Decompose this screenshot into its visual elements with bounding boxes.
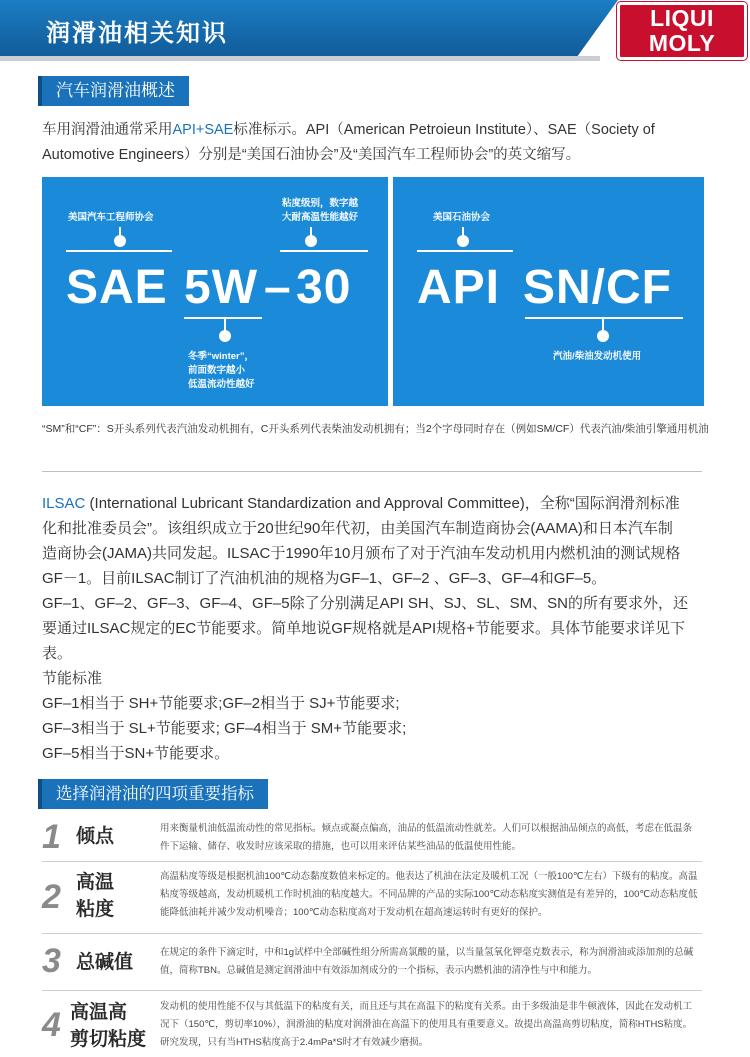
sae-org-label: 美国汽车工程师协会 bbox=[68, 212, 154, 223]
num-overline bbox=[280, 250, 368, 252]
section-header-overview bbox=[42, 76, 189, 106]
intro-seg-highlight: API+SAE bbox=[172, 122, 234, 138]
connector-line bbox=[224, 319, 226, 331]
section-title: 选择润滑油的四项重要指标 bbox=[56, 785, 254, 803]
indicator-description: 用来衡量机油低温流动性的常见指标。倾点或凝点偏高，油品的低温流动性就差。人们可以根据油品倾点的高低，考虑在低温条件下运输、储存、收发时应该采取的措施，也可以用来评估某些油品的低温使用性能。 bbox=[160, 823, 693, 852]
indicator-name: 高温 bbox=[76, 872, 115, 893]
sae-underline bbox=[66, 250, 172, 252]
grade-underline bbox=[184, 317, 262, 319]
indicator-number: 2 bbox=[42, 878, 61, 916]
indicator-description: 高温粘度等级是根据机油100℃动态黏度数值来标定的。他表达了机油在法定及暖机工况（一般100℃左右）下级有的粘度。高温粘度等级越高，发动机暖机工作时机油的粘度越大。不同品牌的产品的实际100℃动态粘度实测值是有差异的，100℃动态粘度低能降低油耗并减少发动机噪音；100℃动态粘度高对于发动机在超高速运转时有更好的保护。 bbox=[160, 871, 698, 918]
winter-label-3: 低温流动性越好 bbox=[188, 379, 255, 390]
indicator-name: 高温高 bbox=[70, 1002, 128, 1023]
number-text: 30 bbox=[296, 261, 352, 314]
api-grade-text: SN/CF bbox=[523, 261, 672, 314]
ilsac-line: 化和批准委员会”。该组织成立于20世纪90年代初，由美国汽车制造商协会(AAMA)和日本汽车制 bbox=[42, 520, 673, 537]
marker-dot bbox=[114, 235, 126, 247]
row-divider bbox=[42, 933, 702, 934]
indicator-name: 倾点 bbox=[76, 826, 115, 847]
indicator-number: 1 bbox=[42, 818, 61, 856]
indicator-row bbox=[42, 936, 702, 986]
marker-dot bbox=[305, 235, 317, 247]
winter-label-1: 冬季“winter”， bbox=[188, 351, 254, 362]
ilsac-line: GF－1。目前ILSAC制订了汽油机油的规格为GF–1、GF–2 、GF–3、GF–4和GF–5。 bbox=[42, 570, 607, 587]
sae-info-box bbox=[42, 177, 388, 406]
ilsac-line: 表。 bbox=[42, 645, 73, 662]
sae-text: SAE bbox=[66, 261, 168, 314]
indicator-row bbox=[42, 816, 702, 862]
indicator-row bbox=[42, 864, 702, 930]
logo-line-1: LIQUI bbox=[650, 5, 714, 31]
usage-label: 汽油/柴油发动机使用 bbox=[553, 351, 642, 362]
marker-dot bbox=[457, 235, 469, 247]
indicator-number: 3 bbox=[42, 942, 61, 980]
api-info-box bbox=[390, 177, 704, 406]
grade-text: 5W bbox=[184, 261, 258, 314]
section-header-accent bbox=[38, 76, 42, 106]
ilsac-line: 要通过ILSAC规定的EC节能要求。简单地说GF规格就是API规格+节能要求。具体节能要求详见下 bbox=[42, 620, 685, 637]
winter-label-2: 前面数字越小 bbox=[188, 365, 246, 376]
viscosity-label-2: 大耐高温性能越好 bbox=[282, 212, 359, 223]
indicator-row bbox=[42, 994, 702, 1057]
liqui-moly-logo bbox=[617, 2, 747, 60]
api-text: API bbox=[417, 261, 501, 314]
api-grade-underline bbox=[525, 317, 683, 319]
indicator-name-line2: 剪切粘度 bbox=[70, 1029, 147, 1050]
ilsac-line: 节能标准 bbox=[42, 670, 103, 687]
page-title: 润滑油相关知识 bbox=[46, 20, 228, 47]
ilsac-line: GF–1相当于 SH+节能要求;GF–2相当于 SJ+节能要求; bbox=[42, 695, 400, 712]
ilsac-text: (International Lubricant Standardization and Approval Committee)，全称“国际润滑剂标准 bbox=[85, 495, 680, 512]
title-band-shadow bbox=[0, 56, 600, 61]
viscosity-label-1: 粘度级别，数字越 bbox=[282, 198, 359, 209]
section-title: 汽车润滑油概述 bbox=[56, 81, 175, 100]
indicator-description: 发动机的使用性能不仅与其低温下的粘度有关，而且还与其在高温下的粘度有关系。由于多级油是非牛顿液体，因此在发动机工况下（150℃，剪切率10%），润滑油的粘度对润滑油在高温下的使用具有重要意义。故提出高温高剪切粘度，简称HTHS粘度。研究发现，只有当HTHS粘度高于2.4mPa*S时才有效减少磨损。 bbox=[160, 1001, 693, 1048]
indicator-description: 在规定的条件下滴定时，中和1g试样中全部碱性组分所需高氯酸的量，以当量氢氧化钾毫克数表示，称为润滑油或添加剂的总碱值，简称TBN。总碱值是测定润滑油中有效添加剂成分的一个指标，表示内燃机油的清净性与中和能力。 bbox=[160, 947, 694, 976]
dash-text: – bbox=[264, 261, 292, 314]
ilsac-line: GF–1、GF–2、GF–3、GF–4、GF–5除了分别满足API SH、SJ、SL、SM、SN的所有要求外，还 bbox=[42, 595, 688, 612]
ilsac-paragraph bbox=[42, 491, 710, 766]
marker-dot bbox=[597, 330, 609, 342]
intro-seg: 标准标示。API（American Petroieun Institute）、SAE（Society of Automotive Engineers）分别是“美国石油协会”及“美国汽车工程师协会”的英文缩写。 bbox=[42, 122, 655, 163]
row-divider bbox=[42, 990, 702, 991]
logo-line-2: MOLY bbox=[648, 30, 716, 56]
indicator-name-line2: 粘度 bbox=[76, 899, 115, 920]
intro-seg: 车用润滑油通常采用 bbox=[42, 122, 173, 138]
section-header-indicators bbox=[42, 779, 268, 809]
indicator-name: 总碱值 bbox=[76, 952, 134, 973]
ilsac-line: GF–5相当于SN+节能要求。 bbox=[42, 745, 230, 762]
api-org-label: 美国石油协会 bbox=[433, 212, 491, 223]
sm-cf-note: “SM”和“CF”：S开头系列代表汽油发动机拥有，C开头系列代表柴油发动机拥有；当2个字母同时存在（例如SM/CF）代表汽油/柴油引擎通用机油 bbox=[42, 423, 709, 435]
indicator-number: 4 bbox=[42, 1006, 61, 1044]
ilsac-line bbox=[42, 491, 710, 516]
intro-paragraph bbox=[42, 118, 710, 168]
section-header-accent bbox=[38, 779, 42, 809]
api-underline bbox=[417, 250, 513, 252]
ilsac-line: GF–3相当于 SL+节能要求; GF–4相当于 SM+节能要求; bbox=[42, 720, 407, 737]
marker-dot bbox=[219, 330, 231, 342]
row-divider bbox=[42, 861, 702, 862]
divider bbox=[42, 471, 702, 472]
ilsac-term: ILSAC bbox=[42, 495, 86, 512]
ilsac-line: 造商协会(JAMA)共同发起。ILSAC于1990年10月颁布了对于汽油车发动机用内燃机油的测试规格 bbox=[42, 545, 681, 562]
